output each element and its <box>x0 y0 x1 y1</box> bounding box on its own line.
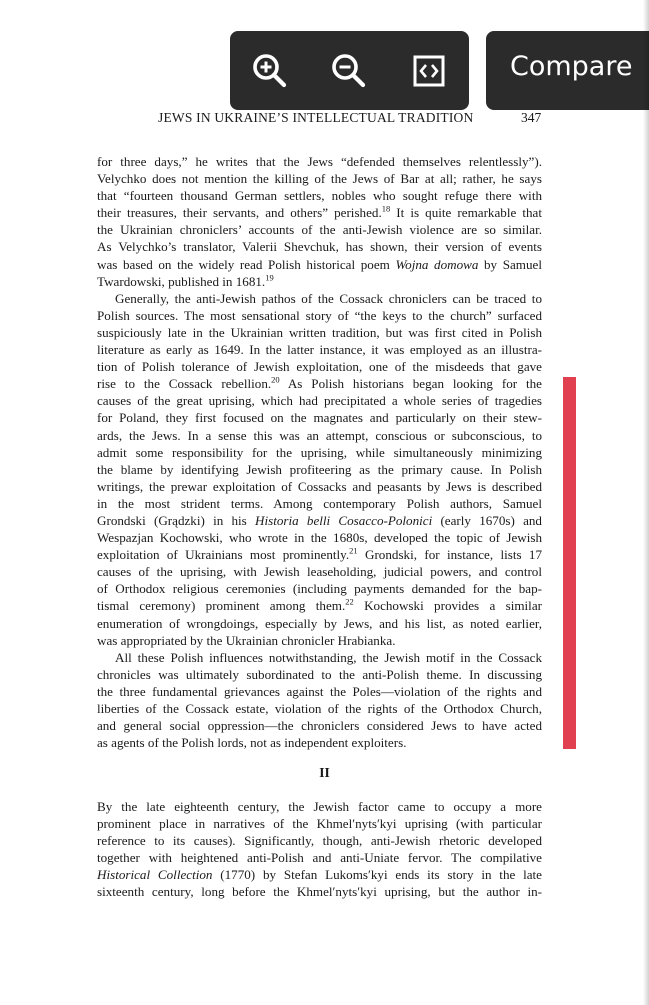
zoom-in-button[interactable] <box>248 49 292 93</box>
compare-label: Compare <box>510 51 633 82</box>
zoom-out-icon <box>330 52 368 90</box>
page-number: 347 <box>521 110 542 125</box>
fit-page-icon <box>411 53 447 89</box>
body-text: for three days,” he writes that the Jews “defended themselves relentlessly”). Velychko does not mention the killing of the Jews of Bar at all; rather, he says that “fourteen thousand German settlers, nobles who sought refuge there with their treasures, their servants, and others” perished.$^{18}$ It is quite remarkable that the Ukrainian chroniclers’ accounts of the anti-Jewish violence are so similar. As Velychko’s translator, Valerii Shevchuk, has shown, their version of events was based on the widely read Polish historical poem Wojna domowa by Samuel Twardowski, published in 1681.19 Generally, the anti-Jewish pathos of the Cossack chroniclers can be traced to Polish sources. The most sensational story of “the keys to the church” surfaced suspiciously late in the Ukrainian written tradition, but was first cited in Polish literature as early as 1649. In the latter instance, it was employed as an illustra- tion of Polish tolerance of Jewish exploitation, one of the misdeeds that gave rise to the Cossack rebellion.$^{20}$ As Polish historians began looking for the causes of the great uprising, which had precipitated a whole series of tragedies for Poland, they first focused on the magnates and particularly on their stew- ards, the Jews. In a sense this was an attempt, conscious or subconscious, to admit some responsibility for the uprising, while simultaneously minimizing the blame by identifying Jewish profiteering as the primary cause. In Polish writings, the prewar exploitation of Cossacks and peasants by Jews is described in the most strident terms. Among contemporary Polish authors, Samuel Grondski (Grądzki) in his Historia belli Cosacco-Polonici (early 1670s) and Wespazjan Kochowski, who wrote in the 1680s, developed the topic of Jewish exploitation of Ukrainians most prominently.$^{21}$ Grondski, for instance, lists 17 causes of the uprising, with Jewish leaseholding, judicial powers, and control of Orthodox religious ceremonies (including payments demanded for the bap- tismal ceremony) prominent among them.$^{22}$ Kochowski provides a similar enumeration of wrongdoings, especially by Jews, and his list, as noted earlier, was appropriated by the Ukrainian chronicler Hrabianka. All these Polish influences notwithstanding, the Jewish motif in the Cossack chronicles was ultimately subordinated to the anti-Polish theme. In discussing the three fundamental grievances against the Poles—violation of the rights and liberties of the Cossack estate, violation of the rights of the Orthodox Church, and general social oppression—the chroniclers considered Jews to have acted as agents of the Polish lords, not as independent exploiters. <box>97 154 542 751</box>
running-head: JEWS IN UKRAINE’S INTELLECTUAL TRADITION <box>158 110 474 125</box>
zoom-in-icon <box>251 52 289 90</box>
highlight-marker[interactable] <box>563 377 576 749</box>
viewer-toolbar <box>230 31 469 110</box>
compare-button[interactable] <box>486 31 649 110</box>
fit-page-button[interactable] <box>407 49 451 93</box>
page-edge-shadow <box>643 0 649 1005</box>
section-heading: II <box>319 765 330 780</box>
body-text-section-2: By the late eighteenth century, the Jewish factor came to occupy a more prominent place in narratives of the Khmel′nyts′kyi uprising (with particular reference to its causes). Significantly, though, anti-Jewish rhetoric developed together with heightened anti-Polish and anti-Uniate fervor. The compilative Historical Collection (1770) by Stefan Lukoms′kyi ends its story in the late sixteenth century, long before the Khmel′nyts′kyi uprising, but the author in- <box>97 799 542 900</box>
zoom-out-button[interactable] <box>327 49 371 93</box>
